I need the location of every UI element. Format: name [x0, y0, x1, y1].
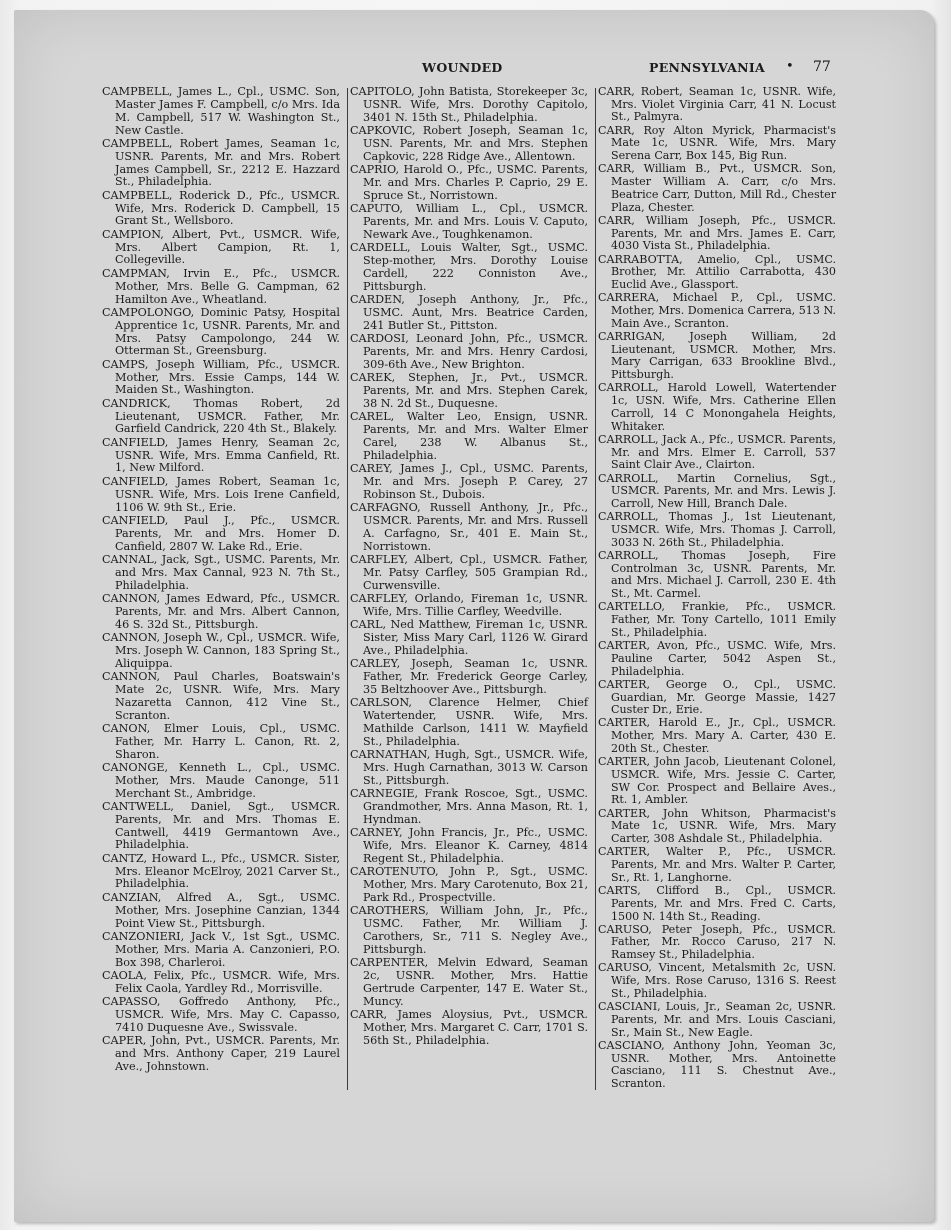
running-header	[0, 60, 951, 82]
casualty-entry: CARNEGIE, Frank Roscoe, Sgt., USMC. Grandmother, Mrs. Anna Mason, Rt. 1, Hyndman.	[350, 787, 588, 826]
casualty-entry: CARTER, Walter P., Pfc., USMCR. Parents, Mr. and Mrs. Walter P. Carter, Sr., Rt. 1, Langhorne.	[598, 845, 836, 884]
casualty-entry: CANNON, James Edward, Pfc., USMCR. Parents, Mr. and Mrs. Albert Cannon, 46 S. 32d St., Pittsburgh.	[102, 591, 340, 631]
casualty-entry: CARTS, Clifford B., Cpl., USMCR. Parents, Mr. and Mrs. Fred C. Carts, 1500 N. 14th St., Reading.	[598, 884, 836, 923]
casualty-entry: CARFLEY, Albert, Cpl., USMCR. Father, Mr. Patsy Carfley, 505 Grampian Rd., Curwensville.	[350, 552, 588, 592]
casualty-entry: CARRIGAN, Joseph William, 2d Lieutenant, USMCR. Mother, Mrs. Mary Carrigan, 633 Brookline Blvd., Pittsburgh.	[598, 329, 836, 382]
page-number: 77	[813, 59, 831, 75]
casualty-entry: CAMPBELL, James L., Cpl., USMC. Son, Master James F. Campbell, c/o Mrs. Ida M. Campbell, 517 W. Washington St., New Castle.	[102, 85, 340, 137]
casualty-entry: CARTER, George O., Cpl., USMC. Guardian, Mr. George Massie, 1427 Custer Dr., Erie.	[598, 677, 836, 717]
casualty-entry: CARDEN, Joseph Anthony, Jr., Pfc., USMC. Aunt, Mrs. Beatrice Carden, 241 Butler St., Pittston.	[350, 293, 588, 332]
casualty-entry: CANFIELD, James Henry, Seaman 2c, USNR. Wife, Mrs. Emma Canfield, Rt. 1, New Milford.	[102, 435, 340, 475]
casualty-entry: CAOLA, Felix, Pfc., USMCR. Wife, Mrs. Felix Caola, Yardley Rd., Morrisville.	[102, 968, 340, 995]
casualty-entry: CANNAL, Jack, Sgt., USMC. Parents, Mr. and Mrs. Max Cannal, 923 N. 7th St., Philadelphia.	[102, 552, 340, 592]
casualty-entry: CARTER, Harold E., Jr., Cpl., USMCR. Mother, Mrs. Mary A. Carter, 430 E. 20th St., Chester.	[598, 716, 836, 755]
casualty-entry: CAPITOLO, John Batista, Storekeeper 3c, USNR. Wife, Mrs. Dorothy Capitolo, 3401 N. 15th St., Philadelphia.	[350, 85, 588, 124]
casualty-entry: CARL, Ned Matthew, Fireman 1c, USNR. Sister, Miss Mary Carl, 1126 W. Girard Ave., Philadelphia.	[350, 618, 588, 657]
casualty-entry: CARR, James Aloysius, Pvt., USMCR. Mother, Mrs. Margaret C. Carr, 1701 S. 56th St., Philadelphia.	[350, 1007, 588, 1047]
casualty-entry: CARRABOTTA, Amelio, Cpl., USMC. Brother, Mr. Attilio Carrabotta, 430 Euclid Ave., Glassport.	[598, 252, 836, 292]
casualty-entry: CARROLL, Jack A., Pfc., USMCR. Parents, Mr. and Mrs. Elmer E. Carroll, 537 Saint Clair Ave., Clairton.	[598, 432, 836, 472]
casualty-entry: CAMPOLONGO, Dominic Patsy, Hospital Apprentice 1c, USNR. Parents, Mr. and Mrs. Patsy Campolongo, 244 W. Otterman St., Greensburg.	[102, 305, 340, 358]
casualty-entry: CASCIANO, Anthony John, Yeoman 3c, USNR. Mother, Mrs. Antoinette Casciano, 111 S. Chestnut Ave., Scranton.	[598, 1038, 836, 1091]
casualty-entry: CARNATHAN, Hugh, Sgt., USMCR. Wife, Mrs. Hugh Carnathan, 3013 W. Carson St., Pittsburgh.	[350, 748, 588, 787]
casualty-entry: CAPRIO, Harold O., Pfc., USMC. Parents, Mr. and Mrs. Charles P. Caprio, 29 E. Spruce St., Norristown.	[350, 163, 588, 202]
casualty-entry: CARR, Robert, Seaman 1c, USNR. Wife, Mrs. Violet Virginia Carr, 41 N. Locust St., Palmyra.	[598, 85, 836, 124]
casualty-entry: CANONGE, Kenneth L., Cpl., USMC. Mother, Mrs. Maude Canonge, 511 Merchant St., Ambridge.	[102, 760, 340, 800]
casualty-entry: CAREK, Stephen, Jr., Pvt., USMCR. Parents, Mr. and Mrs. Stephen Carek, 38 N. 2d St., Duquesne.	[350, 371, 588, 410]
casualty-entry: CANNON, Paul Charles, Boatswain's Mate 2c, USNR. Wife, Mrs. Mary Nazaretta Cannon, 412 Vine St., Scranton.	[102, 669, 340, 722]
casualty-entry: CARR, Roy Alton Myrick, Pharmacist's Mate 1c, USNR. Wife, Mrs. Mary Serena Carr, Box 145, Big Run.	[598, 123, 836, 163]
casualty-entry: CAMPMAN, Irvin E., Pfc., USMCR. Mother, Mrs. Belle G. Campman, 62 Hamilton Ave., Wheatland.	[102, 266, 340, 306]
casualty-entry: CARR, William Joseph, Pfc., USMCR. Parents, Mr. and Mrs. James E. Carr, 4030 Vista St., Philadelphia.	[598, 213, 836, 253]
casualty-entry: CANTZ, Howard L., Pfc., USMCR. Sister, Mrs. Eleanor McElroy, 2021 Carver St., Philadelphia.	[102, 851, 340, 891]
casualty-columns	[98, 86, 842, 1096]
casualty-entry: CAMPION, Albert, Pvt., USMCR. Wife, Mrs. Albert Campion, Rt. 1, Collegeville.	[102, 227, 340, 267]
casualty-entry: CANZIAN, Alfred A., Sgt., USMC. Mother, Mrs. Josephine Canzian, 1344 Point View St., Pittsburgh.	[102, 890, 340, 930]
casualty-entry: CAMPBELL, Robert James, Seaman 1c, USNR. Parents, Mr. and Mrs. Robert James Campbell, Sr., 2212 E. Hazzard St., Philadelphia.	[102, 136, 340, 189]
casualty-entry: CARDELL, Louis Walter, Sgt., USMC. Step-mother, Mrs. Dorothy Louise Cardell, 222 Conniston Ave., Pittsburgh.	[350, 241, 588, 293]
casualty-entry: CAPKOVIC, Robert Joseph, Seaman 1c, USN. Parents, Mr. and Mrs. Stephen Capkovic, 228 Ridge Ave., Allentown.	[350, 124, 588, 163]
casualty-entry: CAREL, Walter Leo, Ensign, USNR. Parents, Mr. and Mrs. Walter Elmer Carel, 238 W. Albanus St., Philadelphia.	[350, 410, 588, 462]
casualty-entry: CANTWELL, Daniel, Sgt., USMCR. Parents, Mr. and Mrs. Thomas E. Cantwell, 4419 Germantown Ave., Philadelphia.	[102, 799, 340, 852]
casualty-entry: CANON, Elmer Louis, Cpl., USMC. Father, Mr. Harry L. Canon, Rt. 2, Sharon.	[102, 721, 340, 761]
section-title: WOUNDED	[422, 60, 503, 75]
column-2	[350, 86, 588, 1048]
casualty-entry: CARROLL, Thomas J., 1st Lieutenant, USMCR. Wife, Mrs. Thomas J. Carroll, 3033 N. 26th St., Philadelphia.	[598, 510, 836, 549]
casualty-entry: CANDRICK, Thomas Robert, 2d Lieutenant, USMCR. Father, Mr. Garfield Candrick, 220 4th St., Blakely.	[102, 396, 340, 436]
casualty-entry: CARTER, John Jacob, Lieutenant Colonel, USMCR. Wife, Mrs. Jessie C. Carter, SW Cor. Prospect and Bellaire Aves., Rt. 1, Ambler.	[598, 755, 836, 807]
column-rule	[347, 88, 348, 1090]
casualty-entry: CARR, William B., Pvt., USMCR. Son, Master William A. Carr, c/o Mrs. Beatrice Carr, Dutton, Mill Rd., Chester Plaza, Chester.	[598, 162, 836, 214]
column-1	[102, 86, 340, 1074]
casualty-entry: CARRERA, Michael P., Cpl., USMC. Mother, Mrs. Domenica Carrera, 513 N. Main Ave., Scranton.	[598, 291, 836, 330]
casualty-entry: CARUSO, Vincent, Metalsmith 2c, USN. Wife, Mrs. Rose Caruso, 1316 S. Reest St., Philadelphia.	[598, 961, 836, 1000]
column-rule	[595, 88, 596, 1090]
casualty-entry: CARFLEY, Orlando, Fireman 1c, USNR. Wife, Mrs. Tillie Carfley, Weedville.	[350, 591, 588, 618]
casualty-entry: CANFIELD, James Robert, Seaman 1c, USNR. Wife, Mrs. Lois Irene Canfield, 1106 W. 9th St., Erie.	[102, 474, 340, 514]
casualty-entry: CARDOSI, Leonard John, Pfc., USMCR. Parents, Mr. and Mrs. Henry Cardosi, 309-6th Ave., New Brighton.	[350, 332, 588, 371]
casualty-entry: CARFAGNO, Russell Anthony, Jr., Pfc., USMCR. Parents, Mr. and Mrs. Russell A. Carfagno, Sr., 401 E. Main St., Norristown.	[350, 501, 588, 553]
column-3	[598, 86, 836, 1091]
bullet-separator: •	[786, 59, 794, 74]
casualty-entry: CAPER, John, Pvt., USMCR. Parents, Mr. and Mrs. Anthony Caper, 219 Laurel Ave., Johnstown.	[102, 1034, 340, 1073]
casualty-entry: CARNEY, John Francis, Jr., Pfc., USMC. Wife, Mrs. Eleanor K. Carney, 4814 Regent St., Philadelphia.	[350, 826, 588, 865]
casualty-entry: CARROLL, Thomas Joseph, Fire Controlman 3c, USNR. Parents, Mr. and Mrs. Michael J. Carroll, 230 E. 4th St., Mt. Carmel.	[598, 548, 836, 601]
casualty-entry: CARROLL, Martin Cornelius, Sgt., USMCR. Parents, Mr. and Mrs. Lewis J. Carroll, New Hill, Branch Dale.	[598, 471, 836, 510]
casualty-entry: CARPENTER, Melvin Edward, Seaman 2c, USNR. Mother, Mrs. Hattie Gertrude Carpenter, 147 E. Water St., Muncy.	[350, 956, 588, 1008]
casualty-entry: CANZONIERI, Jack V., 1st Sgt., USMC. Mother, Mrs. Maria A. Canzonieri, P.O. Box 398, Charleroi.	[102, 929, 340, 969]
casualty-entry: CARTER, Avon, Pfc., USMC. Wife, Mrs. Pauline Carter, 5042 Aspen St., Philadelphia.	[598, 639, 836, 678]
casualty-entry: CARTELLO, Frankie, Pfc., USMCR. Father, Mr. Tony Cartello, 1011 Emily St., Philadelphia.	[598, 600, 836, 639]
casualty-entry: CAPUTO, William L., Cpl., USMCR. Parents, Mr. and Mrs. Louis V. Caputo, Newark Ave., Toughkenamon.	[350, 202, 588, 241]
casualty-entry: CAMPS, Joseph William, Pfc., USMCR. Mother, Mrs. Essie Camps, 144 W. Maiden St., Washington.	[102, 357, 340, 397]
casualty-entry: CANNON, Joseph W., Cpl., USMCR. Wife, Mrs. Joseph W. Cannon, 183 Spring St., Aliquippa.	[102, 630, 340, 670]
casualty-entry: CARTER, John Whitson, Pharmacist's Mate 1c, USNR. Wife, Mrs. Mary Carter, 308 Ashdale St., Philadelphia.	[598, 806, 836, 846]
casualty-entry: CASCIANI, Louis, Jr., Seaman 2c, USNR. Parents, Mr. and Mrs. Louis Casciani, Sr., Main St., New Eagle.	[598, 1000, 836, 1039]
casualty-entry: CAROTHERS, William John, Jr., Pfc., USMC. Father, Mr. William J. Carothers, Sr., 711 S. Negley Ave., Pittsburgh.	[350, 904, 588, 956]
casualty-entry: CANFIELD, Paul J., Pfc., USMCR. Parents, Mr. and Mrs. Homer D. Canfield, 2807 W. Lake Rd., Erie.	[102, 513, 340, 553]
casualty-entry: CAPASSO, Goffredo Anthony, Pfc., USMCR. Wife, Mrs. May C. Capasso, 7410 Duquesne Ave., Swissvale.	[102, 995, 340, 1034]
casualty-entry: CARROLL, Harold Lowell, Watertender 1c, USN. Wife, Mrs. Catherine Ellen Carroll, 14 C Monongahela Heights, Whitaker.	[598, 381, 836, 433]
casualty-entry: CAREY, James J., Cpl., USMC. Parents, Mr. and Mrs. Joseph P. Carey, 27 Robinson St., Dubois.	[350, 461, 588, 501]
casualty-entry: CAROTENUTO, John P., Sgt., USMC. Mother, Mrs. Mary Carotenuto, Box 21, Park Rd., Prospectville.	[350, 865, 588, 904]
state-title: PENNSYLVANIA	[649, 60, 766, 75]
casualty-entry: CARUSO, Peter Joseph, Pfc., USMCR. Father, Mr. Rocco Caruso, 217 N. Ramsey St., Philadelphia.	[598, 922, 836, 962]
casualty-entry: CARLSON, Clarence Helmer, Chief Watertender, USNR. Wife, Mrs. Mathilde Carlson, 1411 W. Mayfield St., Philadelphia.	[350, 696, 588, 748]
casualty-entry: CAMPBELL, Roderick D., Pfc., USMCR. Wife, Mrs. Roderick D. Campbell, 15 Grant St., Wellsboro.	[102, 188, 340, 228]
casualty-entry: CARLEY, Joseph, Seaman 1c, USNR. Father, Mr. Frederick George Carley, 35 Beltzhoover Ave., Pittsburgh.	[350, 657, 588, 696]
